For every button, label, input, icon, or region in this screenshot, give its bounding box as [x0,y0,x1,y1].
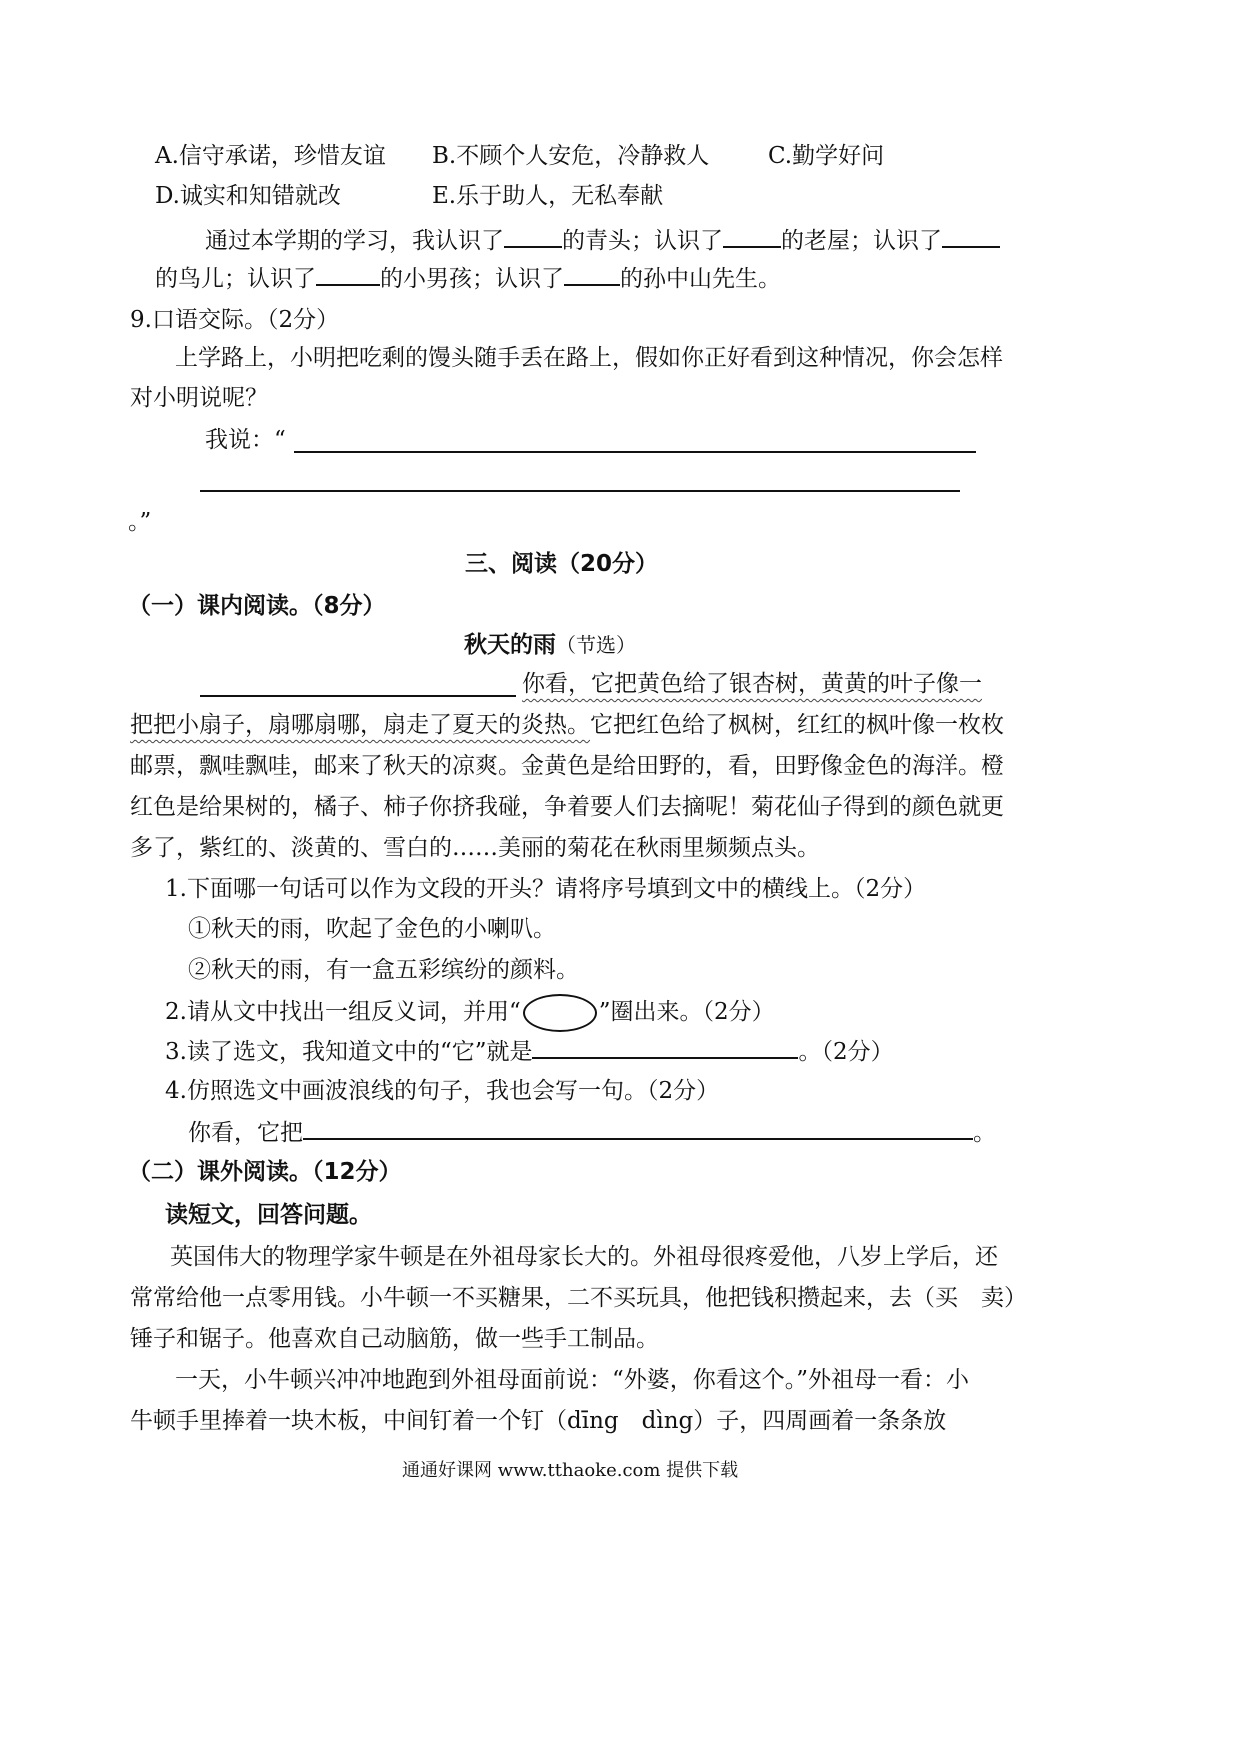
wavy-sentence: 把把小扇子，扇哪扇哪，扇走了夏天的炎热。 [130,712,590,738]
option-d: D.诚实和知错就改 [155,183,341,209]
fill-text: 的鸟儿；认识了 [155,266,316,292]
passage-line-4: 红色是给果树的，橘子、柿子你挤我碰，争着要人们去摘呢！菊花仙子得到的颜色就更 [130,794,1004,820]
fill-text: 的老屋；认识了 [781,228,942,254]
part2-title: （二）课外阅读。（12分） [128,1159,402,1185]
passage-line-5: 多了，紫红的、淡黄的、雪白的……美丽的菊花在秋雨里频频点头。 [130,835,820,861]
part1-q4-answer [188,1116,996,1149]
part2-para2-line1: 一天，小牛顿兴冲冲地跑到外祖母面前说：“外婆，你看这个。”外祖母一看：小 [175,1367,970,1393]
passage-answer-blank[interactable] [200,695,516,697]
passage-text: 它把红色给了枫树，红红的枫叶像一枚枚 [590,712,1004,738]
answer-blank[interactable] [564,262,620,286]
q9-title: 9.口语交际。（2分） [130,307,340,333]
q9-say-label: 我说：“ [205,427,286,453]
option-e: E.乐于助人，无私奉献 [432,183,664,209]
part2-para2-line2: 牛顿手里捧着一块木板，中间钉着一个钉（dīng dìng）子，四周画着一条条放 [130,1408,947,1434]
answer-blank[interactable] [504,224,562,248]
passage-title-line [464,629,636,661]
part2-para1-line2: 常常给他一点零用钱。小牛顿一不买糖果，二不买玩具，他把钱积攒起来，去（买 卖） [130,1285,1027,1311]
q9-prompt-2: 对小明说呢？ [130,385,268,411]
q9-end-quote: 。” [128,509,152,535]
part1-q1: 1.下面哪一句话可以作为文段的开头？请将序号填到文中的横线上。（2分） [165,876,927,902]
answer-blank[interactable] [532,1035,798,1059]
q3-text: 。（2分） [798,1039,894,1065]
part1-q4: 4.仿照选文中画波浪线的句子，我也会写一句。（2分） [165,1078,720,1104]
option-a: A.信守承诺，珍惜友谊 [155,143,386,169]
answer-blank[interactable] [303,1116,973,1140]
passage-line-3: 邮票，飘哇飘哇，邮来了秋天的凉爽。金黄色是给田野的，看，田野像金色的海洋。橙 [130,753,1004,779]
q2-text: 2.请从文中找出一组反义词，并用“ [165,999,521,1025]
q3-text: 3.读了选文，我知道文中的“它”就是 [165,1039,533,1065]
fill-line-2 [155,262,781,295]
q9-prompt-1: 上学路上，小明把吃剩的馒头随手丢在路上，假如你正好看到这种情况，你会怎样 [175,345,1003,371]
fill-text: 通过本学期的学习，我认识了 [205,228,504,254]
part1-q1-option-1: ①秋天的雨，吹起了金色的小喇叭。 [188,916,556,942]
answer-blank[interactable] [942,224,1000,248]
fill-text: 的孙中山先生。 [620,266,781,292]
fill-text: 的青头；认识了 [562,228,723,254]
fill-line-1 [205,224,1000,257]
section-title: 三、阅读（20分） [465,551,659,577]
passage-line-1 [522,668,982,700]
part2-instruction: 读短文，回答问题。 [165,1202,372,1228]
answer-blank[interactable] [723,224,781,248]
answer-blank[interactable] [316,262,380,286]
q2-text: ”圈出来。（2分） [598,999,775,1025]
answer-line[interactable] [200,490,960,492]
passage-note: （节选） [556,633,636,657]
passage-title: 秋天的雨 [464,632,556,658]
passage-line-2 [130,709,1004,741]
part2-para1-line1: 英国伟大的物理学家牛顿是在外祖母家长大的。外祖母很疼爱他，八岁上学后，还 [170,1244,998,1270]
wavy-sentence: 你看，它把黄色给了银杏树，黄黄的叶子像一 [522,671,982,697]
fill-text: 的小男孩；认识了 [380,266,564,292]
option-b: B.不顾个人安危，冷静救人 [432,143,710,169]
option-c: C.勤学好问 [768,143,885,169]
q4-text: 你看，它把 [188,1120,303,1146]
part1-q1-option-2: ②秋天的雨，有一盒五彩缤纷的颜料。 [188,957,579,983]
oval-symbol [523,994,597,1032]
part1-q2 [165,994,775,1032]
part1-q3 [165,1035,894,1068]
q4-text: 。 [973,1120,996,1146]
footer-credit: 通通好课网 www.tthaoke.com 提供下载 [402,1460,739,1481]
answer-line[interactable] [294,451,976,453]
part1-title: （一）课内阅读。（8分） [128,593,386,619]
part2-para1-line3: 锤子和锯子。他喜欢自己动脑筋，做一些手工制品。 [130,1326,659,1352]
